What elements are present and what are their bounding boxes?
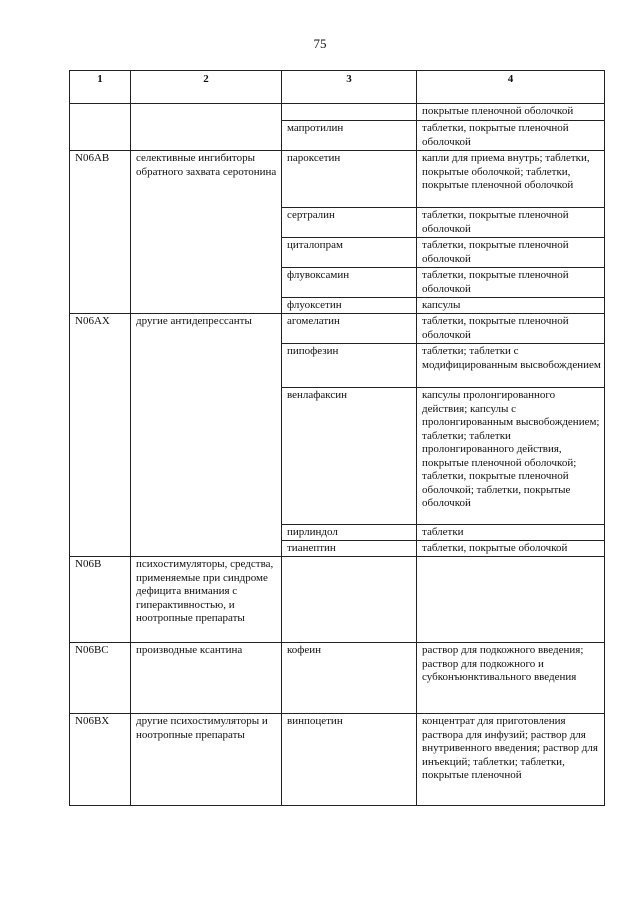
form-cell: капли для приема внутрь; таблетки, покрытые оболочкой; таблетки, покрытые пленочной оболочкой — [417, 151, 605, 208]
group-cell: другие антидепрессанты — [131, 314, 282, 344]
atc-code-cell — [70, 121, 131, 151]
group-cell: другие психостимуляторы и ноотропные препараты — [131, 714, 282, 806]
drug-cell: пароксетин — [282, 151, 417, 208]
table-row — [70, 238, 605, 268]
table-row — [70, 151, 605, 208]
table-row — [70, 388, 605, 525]
table-row — [70, 557, 605, 643]
atc-code-cell: N06BC — [70, 643, 131, 714]
table-row — [70, 314, 605, 344]
table-row — [70, 268, 605, 298]
form-cell: таблетки, покрытые пленочной оболочкой — [417, 238, 605, 268]
group-cell — [131, 298, 282, 314]
drug-cell: тианептин — [282, 541, 417, 557]
form-cell: таблетки; таблетки с модифицированным высвобождением — [417, 344, 605, 388]
form-cell: таблетки, покрытые пленочной оболочкой — [417, 208, 605, 238]
form-cell: таблетки, покрытые пленочной оболочкой — [417, 314, 605, 344]
header-col-2: 2 — [131, 71, 282, 104]
atc-code-cell — [70, 208, 131, 238]
table-row — [70, 344, 605, 388]
table-row — [70, 208, 605, 238]
group-cell: психостимуляторы, средства, применяемые при синдроме дефицита внимания с гиперактивностью, и ноотропные препараты — [131, 557, 282, 643]
atc-code-cell: N06BX — [70, 714, 131, 806]
form-cell: раствор для подкожного введения; раствор для подкожного и субконъюнктивального введения — [417, 643, 605, 714]
drug-cell: венлафаксин — [282, 388, 417, 525]
group-cell: селективные ингибиторы обратного захвата серотонина — [131, 151, 282, 208]
form-cell: таблетки — [417, 525, 605, 541]
atc-code-cell — [70, 541, 131, 557]
group-cell — [131, 344, 282, 388]
drug-cell: сертралин — [282, 208, 417, 238]
drug-cell: флувоксамин — [282, 268, 417, 298]
group-cell — [131, 121, 282, 151]
atc-code-cell — [70, 238, 131, 268]
table-row — [70, 104, 605, 121]
form-cell: капсулы пролонгированного действия; капсулы с пролонгированным высвобождением; таблетки; таблетки пролонгированного действия, покрытые пленочной оболочкой; таблетки, покрытые пленочной оболочкой; таблетки, покрытые оболочкой — [417, 388, 605, 525]
table-row — [70, 298, 605, 314]
medication-table — [69, 70, 605, 806]
group-cell — [131, 104, 282, 121]
drug-cell: пипофезин — [282, 344, 417, 388]
drug-cell: винпоцетин — [282, 714, 417, 806]
form-cell: таблетки, покрытые пленочной оболочкой — [417, 268, 605, 298]
form-cell: таблетки, покрытые оболочкой — [417, 541, 605, 557]
group-cell — [131, 238, 282, 268]
atc-code-cell: N06B — [70, 557, 131, 643]
drug-cell: пирлиндол — [282, 525, 417, 541]
group-cell — [131, 268, 282, 298]
atc-code-cell — [70, 298, 131, 314]
atc-code-cell: N06AB — [70, 151, 131, 208]
header-col-1: 1 — [70, 71, 131, 104]
group-cell: производные ксантина — [131, 643, 282, 714]
drug-cell — [282, 104, 417, 121]
form-cell — [417, 557, 605, 643]
drug-cell: флуоксетин — [282, 298, 417, 314]
header-col-3: 3 — [282, 71, 417, 104]
atc-code-cell — [70, 388, 131, 525]
form-cell: таблетки, покрытые пленочной оболочкой — [417, 121, 605, 151]
group-cell — [131, 208, 282, 238]
group-cell — [131, 525, 282, 541]
drug-cell: агомелатин — [282, 314, 417, 344]
atc-code-cell — [70, 344, 131, 388]
group-cell — [131, 541, 282, 557]
table-row — [70, 525, 605, 541]
drug-cell: циталопрам — [282, 238, 417, 268]
atc-code-cell — [70, 525, 131, 541]
header-col-4: 4 — [417, 71, 605, 104]
table-row — [70, 714, 605, 806]
atc-code-cell: N06AX — [70, 314, 131, 344]
form-cell: покрытые пленочной оболочкой — [417, 104, 605, 121]
page-number: 75 — [313, 36, 327, 51]
table-row — [70, 643, 605, 714]
form-cell: концентрат для приготовления раствора для инфузий; раствор для внутривенного введения; раствор для инъекций; таблетки; таблетки, покрытые пленочной — [417, 714, 605, 806]
drug-cell: кофеин — [282, 643, 417, 714]
table-row — [70, 121, 605, 151]
drug-cell: мапротилин — [282, 121, 417, 151]
table-header-row — [70, 71, 605, 104]
group-cell — [131, 388, 282, 525]
table-row — [70, 541, 605, 557]
drug-cell — [282, 557, 417, 643]
atc-code-cell — [70, 104, 131, 121]
atc-code-cell — [70, 268, 131, 298]
form-cell: капсулы — [417, 298, 605, 314]
